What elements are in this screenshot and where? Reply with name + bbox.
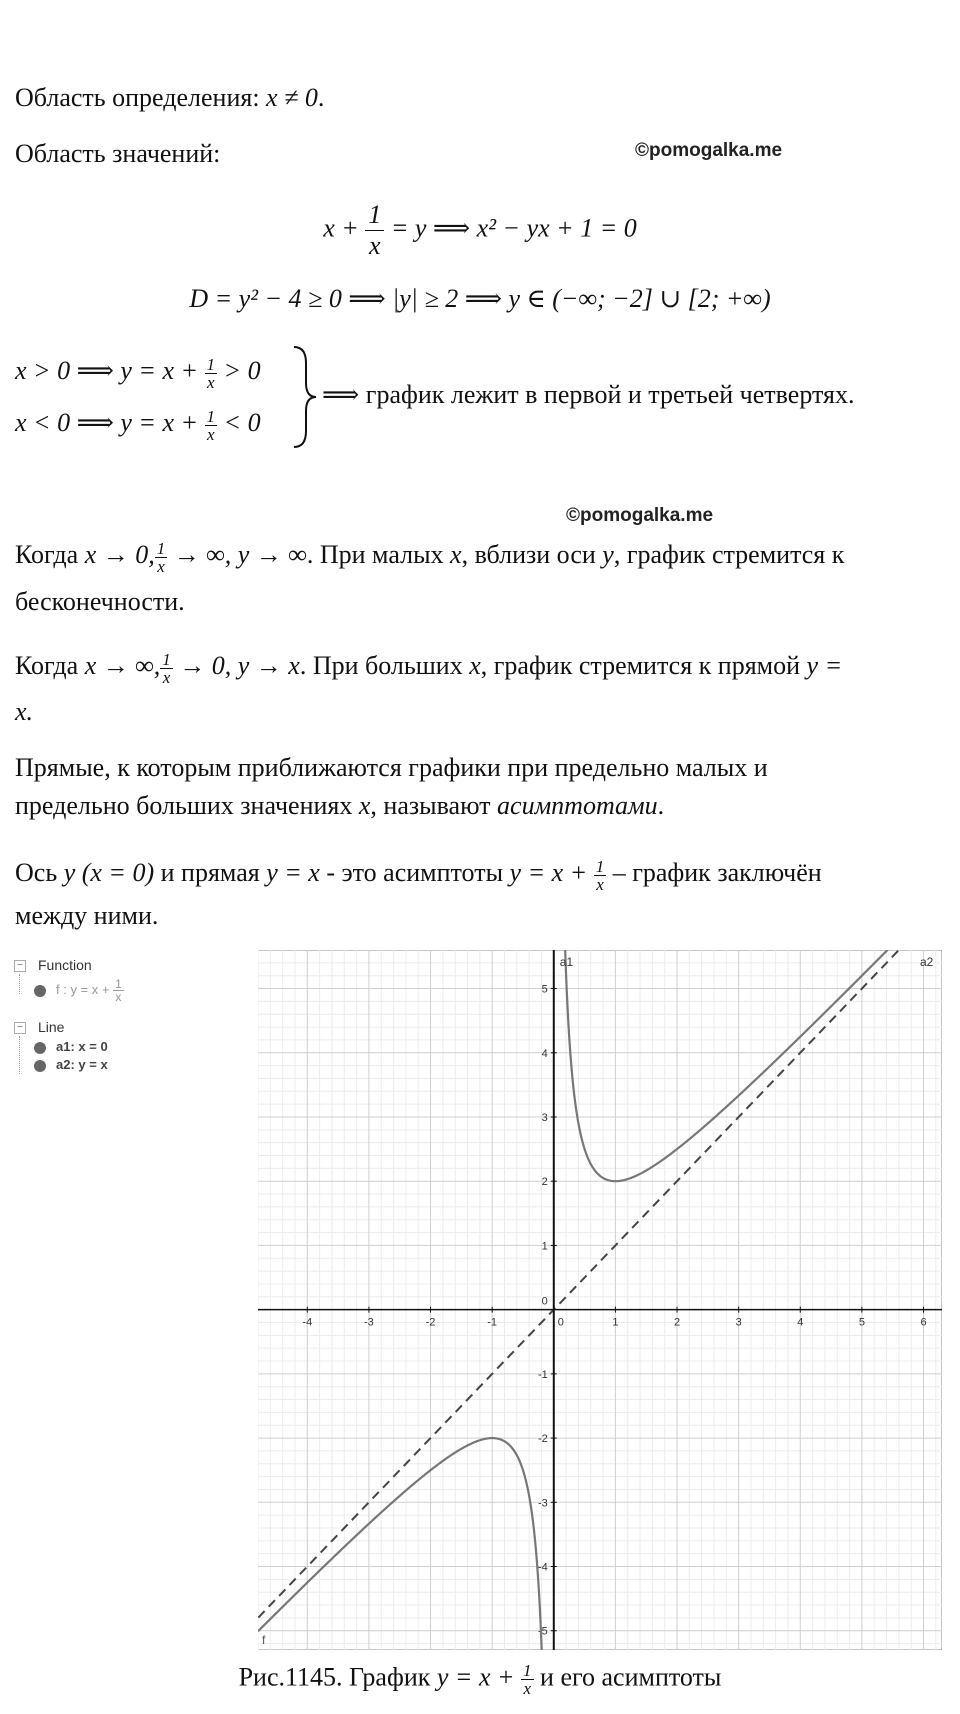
x-tick-label: -3 [364, 1316, 374, 1329]
x-tick-label: 1 [612, 1316, 619, 1329]
asymptote-definition-line1: Прямые, к которым приближаются графики при предельно малых и [15, 753, 768, 782]
x-tick-label: -1 [487, 1316, 498, 1329]
inequality-system [15, 345, 261, 449]
legend-header-function[interactable]: − Function [14, 956, 92, 974]
y-tick-label: -3 [538, 1497, 548, 1510]
series-label-a2: a2 [920, 955, 934, 969]
y-tick-label: -4 [538, 1561, 548, 1574]
watermark: ©pomogalka.me [566, 505, 714, 526]
paragraph-small-x: Когда x → 0, $\frac{1}{x}$ → ∞, y → ∞. При малых x, вблизи оси y, график стремится к [15, 538, 845, 576]
x-tick-label: 0 [557, 1316, 564, 1329]
y-tick-label: -2 [538, 1433, 548, 1446]
y-tick-label: -1 [538, 1368, 548, 1381]
algebra-legend [0, 952, 255, 1082]
y-tick-label: -5 [538, 1625, 548, 1638]
x-tick-label: 6 [920, 1316, 927, 1329]
tree-connector [19, 1036, 20, 1074]
figure-caption: Рис.1145. График y = x + $\frac{1}{x}$ и его асимптоты [238, 1661, 722, 1698]
legend-item-f[interactable]: f : y = x + $\frac{1}{x}$ [34, 978, 124, 996]
asymptote-definition-line2: предельно больших значениях x, называют асимптотами. [15, 791, 665, 820]
range-line: Область значений: [15, 139, 221, 168]
watermark: ©pomogalka.me [635, 140, 783, 161]
equation-1: x + $\frac{1}{x}$ = y ⟹ x² − yx + 1 = 0 [323, 200, 637, 260]
legend-item-a1[interactable]: a1: x = 0 [34, 1038, 108, 1056]
y-tick-label: 3 [541, 1111, 548, 1124]
x-tick-label: 2 [673, 1316, 681, 1329]
equation-discriminant: D = y² − 4 ≥ 0 ⟹ |y| ≥ 2 ⟹ y ∈ (−∞; −2] ∪ [2; +∞) [189, 284, 771, 313]
series-label-f: f [262, 1633, 266, 1647]
x-tick-label: -4 [302, 1316, 313, 1329]
y-tick-label: 0 [541, 1295, 548, 1308]
paragraph-large-x: Когда x → ∞, $\frac{1}{x}$ → 0, y → x. При больших x, график стремится к прямой y = [15, 649, 843, 687]
domain-line: Область определения: x ≠ 0. [15, 83, 325, 112]
system-row-positive: x > 0 ⟹ y = x + $\frac{1}{x}$ > 0 [15, 354, 261, 392]
system-row-negative: x < 0 ⟹ y = x + $\frac{1}{x}$ < 0 [15, 406, 261, 444]
series-label-a1: a1 [559, 955, 574, 969]
plot-background [258, 950, 942, 1650]
collapse-icon[interactable]: − [14, 960, 26, 972]
right-brace-icon [290, 345, 318, 449]
visibility-dot-icon[interactable] [34, 1042, 46, 1054]
legend-header-line[interactable]: − Line [14, 1018, 64, 1036]
system-result: ⟹ график лежит в первой и третьей четвертях. [322, 380, 855, 409]
y-tick-label: 2 [541, 1176, 548, 1189]
asymptotes-statement: Ось y (x = 0) и прямая y = x - это асимптоты y = x + $\frac{1}{x}$ – график заключён [15, 856, 822, 894]
y-tick-label: 5 [541, 983, 548, 996]
collapse-icon[interactable]: − [14, 1022, 26, 1034]
asymptotes-statement-line2: между ними. [15, 901, 159, 930]
legend-item-a2[interactable]: a2: y = x [34, 1056, 108, 1074]
tree-connector [19, 974, 20, 994]
paragraph-small-x-line2: бесконечности. [15, 587, 185, 616]
fraction-1-over-x: $\frac{1}{x}$ [365, 200, 384, 261]
x-tick-label: -2 [425, 1316, 436, 1329]
visibility-dot-icon[interactable] [34, 1060, 46, 1072]
y-tick-label: 1 [541, 1240, 548, 1253]
x-tick-label: 5 [858, 1316, 865, 1329]
function-graph[interactable] [258, 950, 942, 1650]
y-tick-label: 4 [541, 1047, 548, 1060]
x-tick-label: 3 [735, 1316, 742, 1329]
x-tick-label: 4 [797, 1316, 804, 1329]
paragraph-large-x-line2: x. [15, 697, 34, 726]
visibility-dot-icon[interactable] [34, 985, 46, 997]
